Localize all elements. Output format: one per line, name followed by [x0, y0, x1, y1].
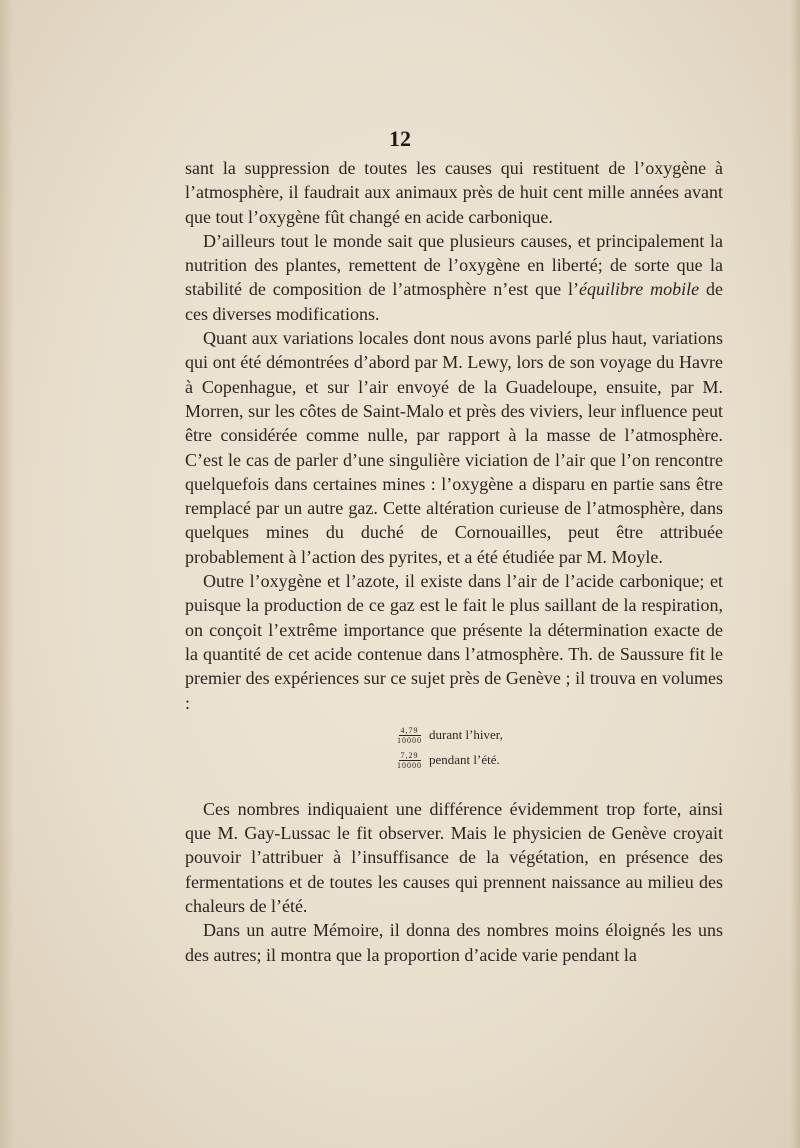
- page-edge-left: [0, 0, 14, 1148]
- body-text: [185, 156, 723, 967]
- measurement-list: [185, 723, 723, 773]
- paragraph: [185, 326, 723, 569]
- page-edge-right: [790, 0, 800, 1148]
- paragraph: [185, 229, 723, 326]
- text-segment: Ces nombres indiquaient une différence évidemment trop forte, ainsi que M. Gay-Lussac le fit observer. Mais le physicien de Genève croyait pouvoir l’attribuer à l’insuffisance de la végétation, en présence des fermentations et de toutes les causes qui prennent naissance au milieu des chaleurs de l’été.: [185, 798, 723, 917]
- text-segment: sant la suppression de toutes les causes qui restituent de l’oxygène à l’atmosphère, il faudrait aux animaux près de huit cent mille années avant que tout l’oxygène fût changé en acide carbonique.: [185, 158, 723, 227]
- fraction-numerator: 4,79: [400, 725, 419, 735]
- measurement-winter: [395, 723, 723, 748]
- text-segment: D’ailleurs tout le monde sait que plusieurs causes, et principalement la nutrition des plantes, remettent de l’oxygène en liberté; de sorte que la stabilité de composition de l’atmosphère n’est que l’: [185, 230, 723, 300]
- paragraph: [185, 569, 723, 715]
- fraction: [395, 751, 424, 770]
- measurement-label: pendant l’été.: [429, 752, 500, 768]
- page-number: 12: [389, 126, 411, 151]
- fraction: [395, 726, 424, 745]
- paragraph: [185, 797, 723, 918]
- text-segment: Quant aux variations locales dont nous avons parlé plus haut, variations qui ont été démontrées d’abord par M. Lewy, lors de son voyage du Havre à Copenhague, et sur l’air envoyé de la Guadeloupe, ensuite, par M. Morren, sur les côtes de Saint-Malo et près des viviers, leur influence peut être considérée comme nulle, par rapport à la masse de l’atmosphère. C’est le cas de parler d’une singulière viciation de l’air que l’on rencontre quelquefois dans certaines mines : l’oxygène a disparu en partie sans être remplacé par un autre gaz. Cette altération curieuse de l’atmosphère, dans quelques mines du duché de Cornouailles, peut être attribuée probablement à l’action des pyrites, et a été étudiée par M. Moyle.: [185, 328, 723, 567]
- text-segment: Dans un autre Mémoire, il donna des nombres moins éloignés les uns des autres; il montra que la proportion d’acide varie pendant la: [185, 920, 723, 965]
- fraction-denominator: 10000: [397, 735, 422, 745]
- measurement-summer: [395, 748, 723, 773]
- paragraph: [185, 918, 723, 967]
- fraction-numerator: 7,29: [400, 750, 419, 760]
- fraction-denominator: 10000: [397, 760, 422, 770]
- text-segment: Outre l’oxygène et l’azote, il existe dans l’air de l’acide carbonique; et puisque la production de ce gaz est le fait le plus saillant de la respiration, on conçoit l’extrême importance que présente la détermination exacte de la quantité de cet acide contenue dans l’atmosphère. Th. de Saussure fit le premier des expériences sur ce sujet près de Genève ; il trouva en volumes :: [185, 571, 723, 713]
- measurement-label: durant l’hiver,: [429, 727, 503, 743]
- text-segment: de ces diverses modifications.: [185, 279, 724, 324]
- italic-text: équilibre mobile: [578, 279, 700, 300]
- paragraph: [185, 156, 723, 229]
